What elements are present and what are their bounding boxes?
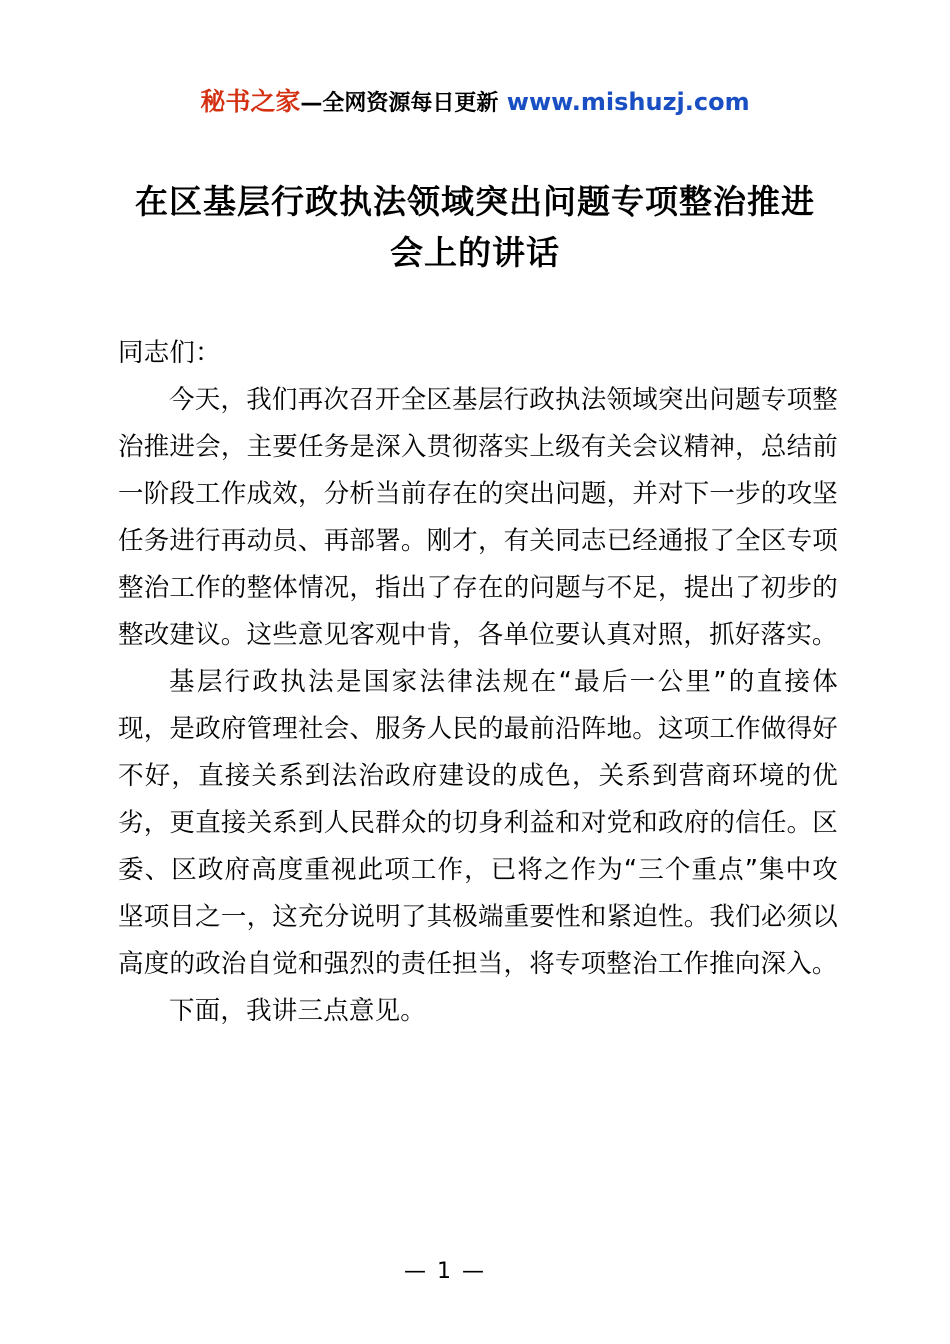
page-number: — 1 — <box>404 1259 486 1284</box>
page-title: 在区基层行政执法领域突出问题专项整治推进会上的讲话 <box>135 182 815 273</box>
site-tagline: —全网资源每日更新 <box>300 91 499 116</box>
salutation-line: 同志们： <box>118 338 221 368</box>
site-watermark-banner <box>0 82 950 118</box>
site-url-link[interactable]: www.mishuzj.com <box>506 88 750 116</box>
site-brand-name: 秘书之家 <box>200 87 301 116</box>
body-paragraph-3: 下面，我讲三点意见。 <box>169 996 427 1026</box>
document-body <box>118 330 838 1035</box>
body-paragraph-2: 基层行政执法是国家法律法规在“最后一公里”的直接体现，是政府管理社会、服务人民的最前沿阵地。这项工作做得好不好，直接关系到法治政府建设的成色，关系到营商环境的优劣，更直接关系到人民群众的切身利益和对党和政府的信任。区委、区政府高度重视此项工作，已将之作为“三个重点”集中攻坚项目之一，这充分说明了其极端重要性和紧迫性。我们必须以高度的政治自觉和强烈的责任担当，将专项整治工作推向深入。 <box>118 667 838 979</box>
body-paragraph-1: 今天，我们再次召开全区基层行政执法领域突出问题专项整治推进会，主要任务是深入贯彻落实上级有关会议精神，总结前一阶段工作成效，分析当前存在的突出问题，并对下一步的攻坚任务进行再动员、再部署。刚才，有关同志已经通报了全区专项整治工作的整体情况，指出了存在的问题与不足，提出了初步的整改建议。这些意见客观中肯，各单位要认真对照，抓好落实。 <box>118 385 838 650</box>
